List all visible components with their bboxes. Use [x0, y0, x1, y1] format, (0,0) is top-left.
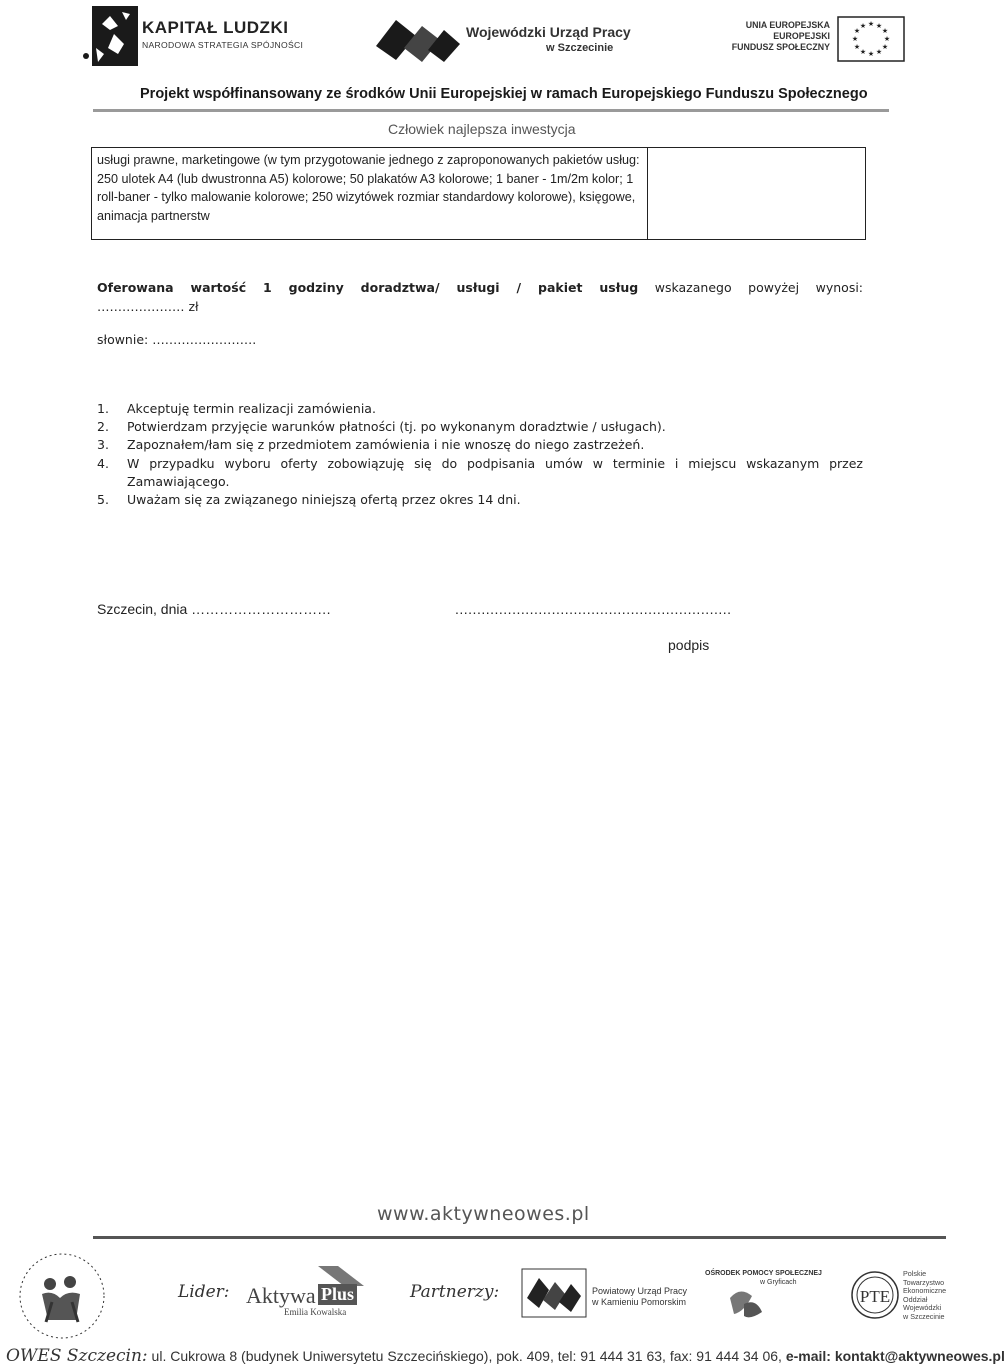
offer-rest-text: wskazanego powyżej wynosi: — [654, 280, 864, 295]
list-item-text: Potwierdzam przyjęcie warunków płatności (tj. po wykonanym doradztwie / usługach). — [127, 419, 666, 435]
footer-address — [6, 1346, 1005, 1366]
pte-line-4: Oddział — [903, 1294, 928, 1304]
svg-text:★: ★ — [867, 20, 875, 28]
wup-title: Wojewódzki Urząd Pracy — [466, 24, 631, 40]
list-item-number: 3. — [97, 437, 109, 453]
owes-logo — [12, 1250, 112, 1342]
svg-text:★: ★ — [859, 48, 867, 56]
eu-line-2: EUROPEJSKI — [773, 31, 830, 41]
service-table — [91, 147, 866, 240]
pup-text — [592, 1286, 687, 1308]
svg-text:★: ★ — [859, 22, 867, 30]
eu-line-3: FUNDUSZ SPOŁECZNY — [731, 42, 830, 52]
pte-line-6: w Szczecinie — [903, 1311, 945, 1321]
offer-line — [97, 278, 863, 297]
lider-label: Lider: — [178, 1282, 230, 1302]
ops-line-1: OŚRODEK POMOCY SPOŁECZNEJ — [705, 1270, 822, 1277]
pup-line-1: Powiatowy Urząd Pracy — [592, 1286, 688, 1296]
aktywa-plus: Plus — [318, 1284, 357, 1305]
pte-line-3: Ekonomiczne — [903, 1286, 947, 1296]
svg-text:★: ★ — [867, 50, 875, 58]
svg-text:★: ★ — [881, 43, 889, 51]
list-item-text: Uważam się za związanego niniejszą ofertą przez okres 14 dni. — [127, 492, 521, 508]
offer-bold-text: Oferowana wartość 1 godziny doradztwa/ usługi / pakiet usług — [97, 280, 639, 295]
service-description-cell — [92, 148, 648, 239]
list-item — [97, 436, 863, 454]
svg-text:★: ★ — [853, 43, 861, 51]
declarations-list — [97, 400, 863, 509]
place-and-date: Szczecin, dnia ………………………… — [97, 601, 332, 617]
eu-flag-icon — [837, 16, 905, 62]
owes-brand: OWES Szczecin: — [6, 1346, 148, 1366]
svg-text:★: ★ — [875, 48, 883, 56]
signature-label: podpis — [668, 637, 710, 653]
list-item — [97, 400, 863, 418]
kapital-ludzki-logo — [80, 4, 330, 74]
partners-label: Partnerzy: — [410, 1282, 500, 1302]
list-item — [97, 455, 863, 491]
website-link[interactable]: www.aktywneowes.pl — [377, 1203, 590, 1225]
header-divider — [93, 109, 889, 112]
tagline: Człowiek najlepsza inwestycja — [388, 121, 576, 137]
project-cofinancing-line: Projekt współfinansowany ze środków Unii Europejskiej w ramach Europejskiego Funduszu Społecznego — [140, 86, 868, 102]
list-item — [97, 418, 863, 436]
list-item-number: 4. — [97, 455, 109, 471]
kapital-ludzki-title: KAPITAŁ LUDZKI — [142, 18, 289, 37]
pte-text — [903, 1270, 946, 1322]
list-item-text: Akceptuję termin realizacji zamówienia. — [127, 401, 376, 416]
svg-text:★: ★ — [875, 22, 883, 30]
list-item-number: 2. — [97, 419, 109, 435]
list-item-number: 1. — [97, 401, 109, 416]
ops-line-2: w Gryficach — [760, 1279, 797, 1286]
eu-line-1: UNIA EUROPEJSKA — [745, 20, 830, 30]
list-item-text: W przypadku wyboru oferty zobowiązuję się do podpisania umów w terminie i miejscu wskazanym przez Zamawiającego. — [127, 455, 863, 489]
aktywa-person: Emilia Kowalska — [284, 1307, 347, 1317]
svg-text:★: ★ — [851, 35, 859, 43]
list-item-text: Zapoznałem/łam się z przedmiotem zamówienia i nie wnoszę do niego zastrzeżeń. — [127, 437, 645, 453]
contact-email[interactable]: e-mail: kontakt@aktywneowes.pl — [785, 1348, 1005, 1364]
pup-line-2: w Kamieniu Pomorskim — [592, 1297, 687, 1307]
svg-text:★: ★ — [881, 27, 889, 35]
signature-line: ............................................................... — [455, 601, 732, 617]
offer-amount: ………………… zł — [97, 299, 199, 314]
urzad-pracy-logo — [521, 1268, 587, 1318]
pte-logo — [850, 1268, 900, 1322]
pte-line-1: Polskie — [903, 1269, 927, 1278]
pte-line-2: Towarzystwo — [903, 1277, 945, 1287]
svg-text:★: ★ — [853, 27, 861, 35]
footer-divider — [93, 1236, 946, 1239]
svg-text:★: ★ — [883, 35, 891, 43]
kapital-ludzki-subtitle: NARODOWA STRATEGIA SPÓJNOŚCI — [142, 40, 304, 50]
offer-statement — [97, 278, 863, 316]
ops-logo — [704, 1268, 824, 1328]
list-item-number: 5. — [97, 492, 109, 508]
wup-logo — [374, 14, 464, 64]
list-item — [97, 491, 863, 509]
service-description: usługi prawne, marketingowe (w tym przygotowanie jednego z zaproponowanych pakietów usług: 250 ulotek A4 (lub dwustronna A5) kolorowe; 50 plakatów A3 kolorowe; 1 baner - 1m/2m kolor; 1 roll-baner - tylko malowanie kolorowe; 250 wizytówek rozmiar standardowy kolorowe), księgowe, animacja partnerstw — [97, 153, 640, 223]
aktywa-name: Aktywa — [246, 1283, 316, 1308]
wup-subtitle: w Szczecinie — [546, 42, 614, 54]
pte-line-5: Wojewódzki — [903, 1303, 942, 1313]
svg-text:PTE: PTE — [859, 1287, 891, 1306]
eu-text — [720, 20, 830, 53]
offer-amount-in-words: słownie: ……………………. — [97, 332, 257, 347]
address-text: ul. Cukrowa 8 (budynek Uniwersytetu Szczecińskiego), pok. 409, tel: 91 444 31 63, fax: 91 444 34 06, — [147, 1348, 786, 1364]
